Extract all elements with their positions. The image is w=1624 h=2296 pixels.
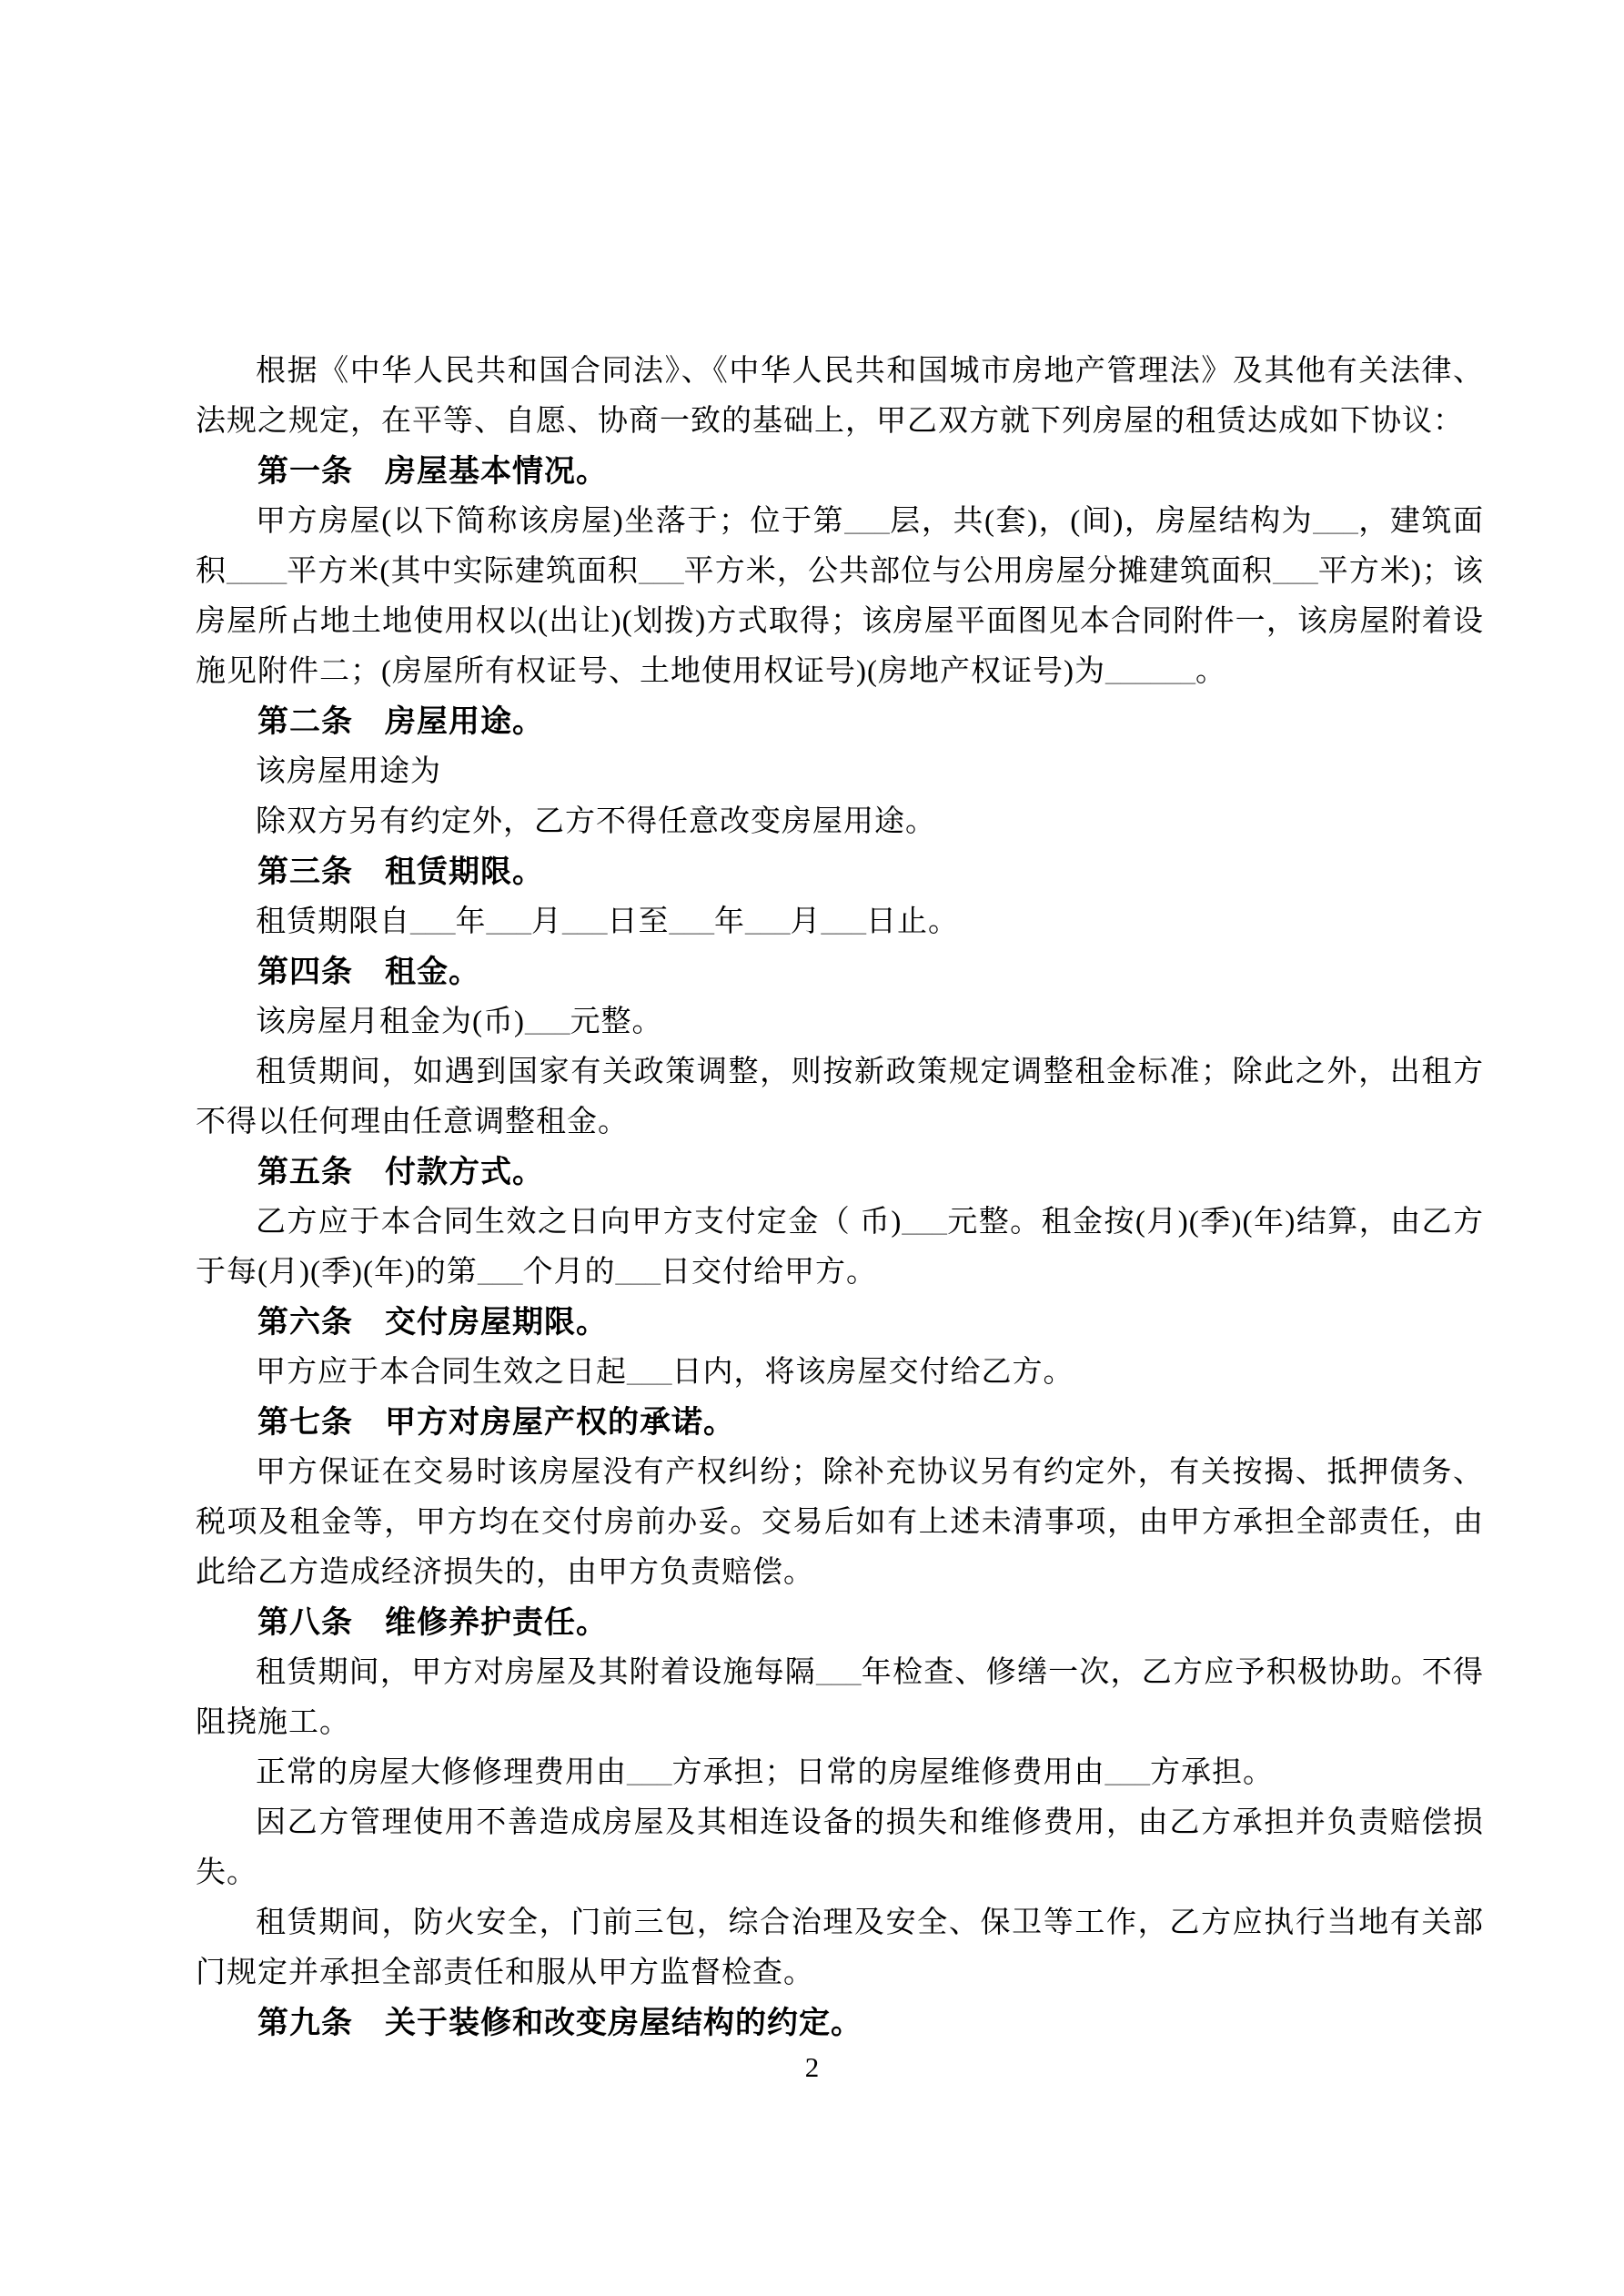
fill-in-blank: ___ [816,1656,862,1689]
fill-in-blank: ___ [486,905,531,938]
fill-in-blank: ___ [639,555,684,588]
heading-article-3: 第三条 租赁期限。 [257,855,544,889]
fill-in-blank: ___ [410,905,456,938]
contract-body [196,347,1484,2048]
fill-in-blank: ___ [1313,505,1358,538]
heading-article-6: 第六条 交付房屋期限。 [257,1305,608,1340]
para-maintenance-inspection: 租赁期间，甲方对房屋及其附着设施每隔___年检查、修缮一次，乙方应予积极协助。不得阻挠施工。 [196,1656,1485,1739]
fill-in-blank: ___ [615,1256,661,1289]
para-ownership-promise: 甲方保证在交易时该房屋没有产权纠纷；除补充协议另有约定外，有关按揭、抵押债务、税项及租金等，甲方均在交付房前办妥。交易后如有上述未清事项，由甲方承担全部责任，由此给乙方造成经济损失的，由甲方负责赔偿。 [196,1456,1484,1589]
heading-article-7: 第七条 甲方对房屋产权的承诺。 [257,1405,735,1440]
para-house-usage: 该房屋用途为 [256,755,441,788]
fill-in-blank: ___ [627,1356,672,1389]
para-usage-restriction: 除双方另有约定外，乙方不得任意改变房屋用途。 [256,805,936,838]
para-monthly-rent: 该房屋月租金为(币)___元整。 [256,1006,663,1038]
fill-in-blank: ___ [477,1256,523,1289]
fill-in-blank: ___ [524,1006,570,1038]
heading-article-9: 第九条 关于装修和改变房屋结构的约定。 [257,2006,862,2040]
para-legal-basis: 根据《中华人民共和国合同法》、《中华人民共和国城市房地产管理法》及其他有关法律、法规之规定，在平等、自愿、协商一致的基础上，甲乙双方就下列房屋的租赁达成如下协议： [196,355,1484,438]
heading-article-4: 第四条 租金。 [257,955,480,989]
heading-article-8: 第八条 维修养护责任。 [257,1605,608,1640]
para-repair-costs: 正常的房屋大修修理费用由___方承担；日常的房屋维修费用由___方承担。 [256,1756,1274,1789]
para-safety-obligations: 租赁期间，防火安全，门前三包，综合治理及安全、保卫等工作，乙方应执行当地有关部门规定并承担全部责任和服从甲方监督检查。 [196,1907,1484,1989]
fill-in-blank: ___ [745,905,791,938]
page-number: 2 [804,2051,820,2083]
para-delivery-term: 甲方应于本合同生效之日起___日内，将该房屋交付给乙方。 [256,1356,1074,1389]
heading-article-1: 第一条 房屋基本情况。 [257,454,608,489]
fill-in-blank: ____ [227,555,287,588]
para-tenant-damage-liability: 因乙方管理使用不善造成房屋及其相连设备的损失和维修费用，由乙方承担并负责赔偿损失。 [196,1806,1484,1889]
para-payment-method: 乙方应于本合同生效之日向甲方支付定金（ 币)___元整。租金按(月)(季)(年)结算，由乙方于每(月)(季)(年)的第___个月的___日交付给甲方。 [196,1206,1484,1289]
fill-in-blank: ___ [902,1206,947,1239]
fill-in-blank: ___ [562,905,608,938]
fill-in-blank: ___ [1105,1756,1150,1789]
para-lease-term: 租赁期限自___年___月___日至___年___月___日止。 [256,905,959,938]
fill-in-blank: ______ [1105,655,1195,688]
fill-in-blank: ___ [844,505,890,538]
fill-in-blank: ___ [669,905,714,938]
fill-in-blank: ___ [627,1756,672,1789]
para-rent-adjustment: 租赁期间，如遇到国家有关政策调整，则按新政策规定调整租金标准；除此之外，出租方不得以任何理由任意调整租金。 [196,1056,1484,1138]
heading-article-5: 第五条 付款方式。 [257,1155,544,1189]
para-house-basic-info: 甲方房屋(以下简称该房屋)坐落于；位于第___层，共(套)，(间)，房屋结构为___，建筑面积____平方米(其中实际建筑面积___平方米，公共部位与公用房屋分摊建筑面积___平方米)；该房屋所占地土地使用权以(出让)(划拨)方式取得；该房屋平面图见本合同附件一，该房屋附着设施见附件二；(房屋所有权证号、土地使用权证号)(房地产权证号)为______。 [196,505,1484,688]
fill-in-blank: ___ [1273,555,1318,588]
fill-in-blank: ___ [821,905,866,938]
heading-article-2: 第二条 房屋用途。 [257,704,544,739]
